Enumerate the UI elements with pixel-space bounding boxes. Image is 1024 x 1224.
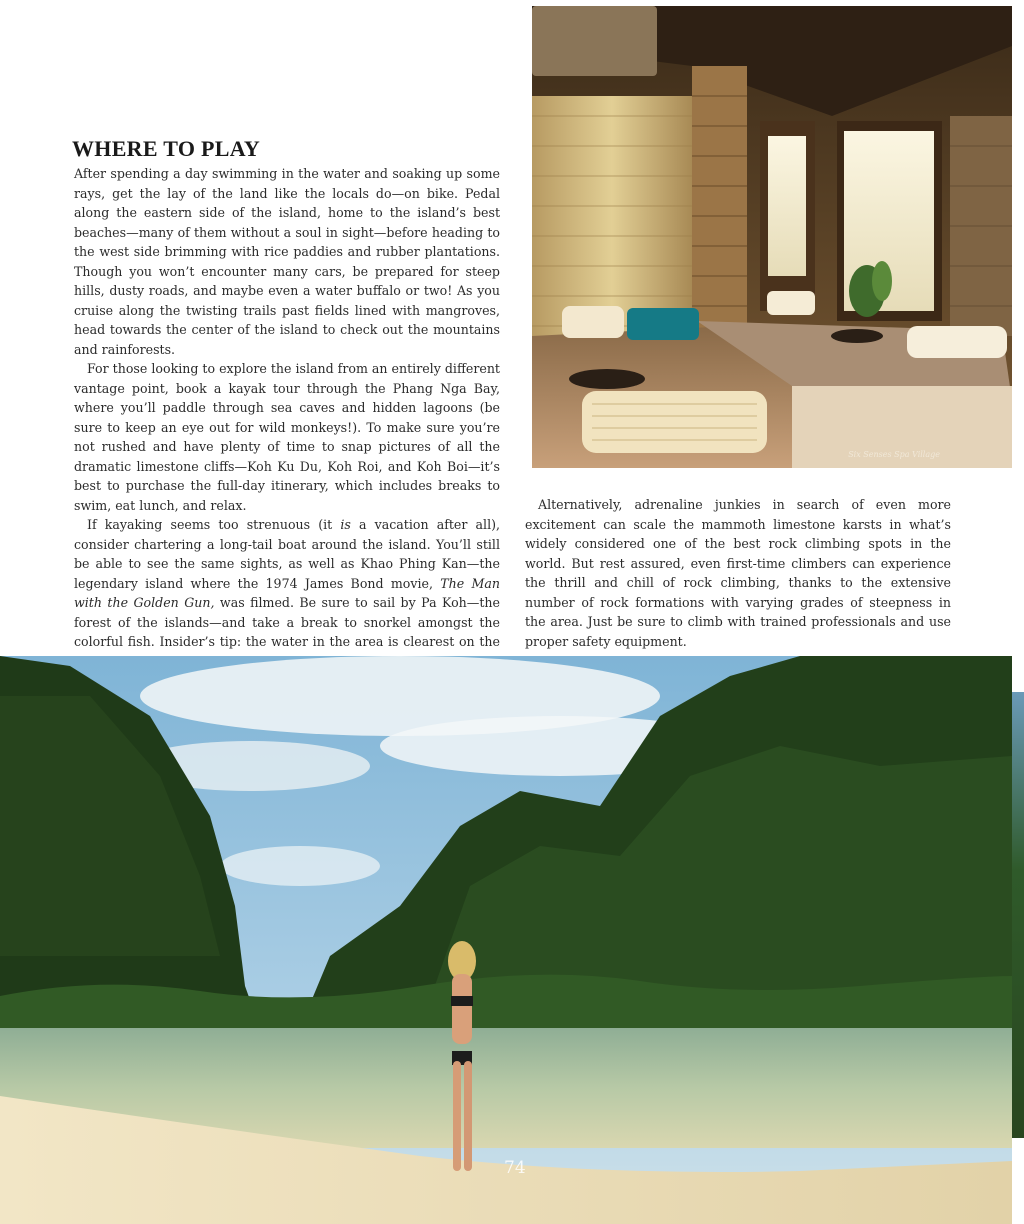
beach-lagoon-photo (0, 656, 1012, 1224)
spa-interior-photo (532, 6, 1012, 468)
paragraph-biking: After spending a day swimming in the water and soaking up some rays, get the lay of the land like the locals do—on bike. Pedal along the eastern side of the island, home to the island’s best beaches—many of them without a soul in sight—before heading to the west side brimming with rice paddies and rubber plantations. Though you won’t encounter many cars, be prepared for steep hills, dusty roads, and maybe even a water buffalo or two! As you cruise along the twisting trails past fields lined with mangroves, head towards the center of the island to check out the mountains and rainforests. (74, 166, 500, 357)
paragraph-text: a vacation after all), consider chartering a long-tail boat around the island. You’ll still be able to see the same sights, as well as Khao Phing Kan—the legendary island where the 1974 James Bond movie, (74, 517, 501, 591)
paragraph-rock-climbing: Alternatively, adrenaline junkies in search of even more excitement can scale the mammoth limestone karsts in what’s widely considered one of the best rock climbing spots in the world. But rest assured, even first-time climbers can experience the thrill and chill of rock climbing, thanks to the extensive number of rock formations with varying grades of steepness in the area. Just be sure to climb with trained professionals and use proper safety equipment. (525, 497, 951, 649)
right-column (525, 495, 951, 651)
paragraph-longtail-boat (74, 515, 500, 671)
spa-interior-illustration (532, 6, 1012, 468)
left-column (74, 136, 500, 671)
page-number: 74 (504, 1158, 526, 1178)
beach-lagoon-illustration (0, 656, 1012, 1224)
paragraph-text: was filmed. Be sure to sail by Pa Koh—the forest of the islands—and take a break to snorkel amongst the colorful fish. Insider’s tip: the water in the area is clearest on the (74, 595, 500, 649)
adjacent-page-edge (1012, 692, 1024, 1138)
section-heading: WHERE TO PLAY (72, 136, 261, 161)
photo-credit: Six Senses Spa Village (848, 450, 940, 459)
emphasis-text: is (340, 517, 351, 532)
paragraph-kayak: For those looking to explore the island from an entirely different vantage point, book a kayak tour through the Phang Nga Bay, where you’ll paddle through sea caves and hidden lagoons (be sure to keep an eye out for wild monkeys!). To make sure you’re not rushed and have plenty of time to snap pictures of all the dramatic limestone cliffs—Koh Ku Du, Koh Roi, and Koh Boi—it’s best to purchase the full-day itinerary, which includes breaks to swim, eat lunch, and relax. (74, 361, 500, 513)
movie-title: The Man with the Golden Gun, (74, 575, 501, 610)
paragraph-text: If kayaking seems too strenuous (it (87, 517, 341, 532)
